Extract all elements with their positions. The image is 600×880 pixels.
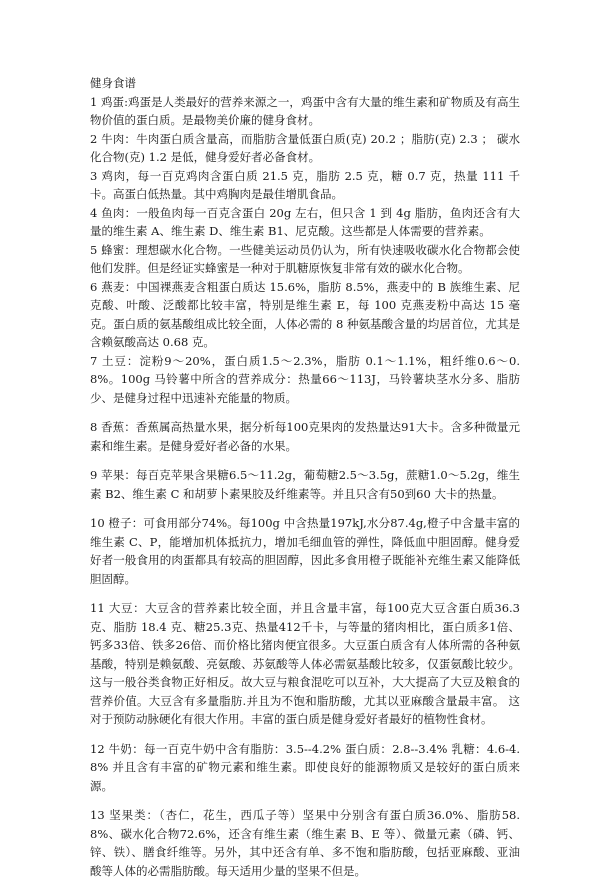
item-beef: 2 牛肉：牛肉蛋白质含量高，而脂肪含量低蛋白质(克) 20.2 ；脂肪(克) 2.3 ； 碳水化合物(克) 1.2 是低，健身爱好者必备食材。 (90, 131, 520, 164)
item-egg: 1 鸡蛋:鸡蛋是人类最好的营养来源之一，鸡蛋中含有大量的维生素和矿物质及有高生物价值的蛋白质。是最物美价廉的健身食材。 (90, 94, 520, 127)
document-page (90, 74, 520, 880)
item-fish: 4 鱼肉：一般鱼肉每一百克含蛋白 20g 左右，但只含 1 到 4g 脂肪，鱼肉还含有大量的维生素 A、维生素 D、维生素 B1、尼克酸。这些都是人体需要的营养素。 (90, 205, 520, 238)
item-potato: 7 土豆：淀粉9～20%，蛋白质1.5～2.3%，脂肪 0.1～1.1%，粗纤维0.6～0.8%。100g 马铃薯中所含的营养成分：热量66～113J，马铃薯块茎水分多、脂肪少、是健身过程中迅速补充能量的物质。 (90, 353, 520, 405)
item-orange: 10 橙子：可食用部分74%。每100g 中含热量197kJ,水分87.4g,橙子中含量丰富的维生素 C、P，能增加机体抵抗力，增加毛细血管的弹性，降低血中胆固醇。健身爱好者一般食用的肉蛋都具有较高的胆固醇，因此多食用橙子既能补充维生素又能降低胆固醇。 (90, 516, 520, 586)
item-soybean: 11 大豆：大豆含的营养素比较全面，并且含量丰富，每100克大豆含蛋白质36.3克、脂肪 18.4 克、糖25.3克、热量412千卡，与等量的猪肉相比，蛋白质多1倍、钙多33倍、铁多26倍、而价格比猪肉便宜很多。大豆蛋白质含有人体所需的各种氨基酸，特别是赖氨酸、亮氨酸、苏氨酸等人体必需氨基酸比较多，仅蛋氨酸比较少。这与一般谷类食物正好相反。故大豆与粮食混吃可以互补，大大提高了大豆及粮食的营养价值。大豆含有多量脂肪.并且为不饱和脂肪酸，尤其以亚麻酸含量最丰富。 这对于预防动脉硬化有很大作用。丰富的蛋白质是健身爱好者最好的植物性食材。 (90, 601, 520, 726)
item-chicken: 3 鸡肉，每一百克鸡肉含蛋白质 21.5 克，脂肪 2.5 克，糖 0.7 克，热量 111 千卡。高蛋白低热量。其中鸡胸肉是最佳增肌食品。 (90, 168, 520, 201)
item-honey: 5 蜂蜜：理想碳水化合物。一些健美运动员仍认为，所有快速吸收碳水化合物都会使他们发胖。但是经证实蜂蜜是一种对于肌糖原恢复非常有效的碳水化合物。 (90, 242, 520, 275)
item-oats: 6 燕麦：中国裸燕麦含粗蛋白质达 15.6%，脂肪 8.5%，燕麦中的 B 族维生素、尼克酸、叶酸、泛酸都比较丰富，特别是维生素 E，每 100 克燕麦粉中高达 15 毫克。蛋白质的氨基酸组成比较全面，人体必需的 8 种氨基酸含量的均居首位，尤其是含赖氨酸高达 0.68 克。 (90, 279, 520, 349)
item-nuts: 13 坚果类：（杏仁，花生，西瓜子等）坚果中分别含有蛋白质36.0%、脂肪58.8%、碳水化合物72.6%，还含有维生素（维生素 B、E 等）、微量元素（磷、钙、锌、铁）、膳食纤维等。另外，其中还含有单、多不饱和脂肪酸，包括亚麻酸、亚油酸等人体的必需脂肪酸。每天适用少量的坚果不但是。 (90, 808, 520, 878)
page-title: 健身食谱 (90, 76, 136, 90)
item-milk: 12 牛奶：每一百克牛奶中含有脂肪：3.5--4.2% 蛋白质：2.8--3.4% 乳糖：4.6-4.8% 并且含有丰富的矿物元素和维生素。即使良好的能源物质又是较好的蛋白质来源。 (90, 741, 520, 793)
item-banana: 8 香蕉：香蕉属高热量水果，据分析每100克果肉的发热量达91大卡。含多种微量元素和维生素。是健身爱好者必备的水果。 (90, 420, 520, 453)
item-apple: 9 苹果：每百克苹果含果糖6.5～11.2g，葡萄糖2.5～3.5g，蔗糖1.0～5.2g，维生素 B2、维生素 C 和胡萝卜素果胶及纤维素等。并且只含有50到60 大卡的热量。 (90, 468, 520, 501)
